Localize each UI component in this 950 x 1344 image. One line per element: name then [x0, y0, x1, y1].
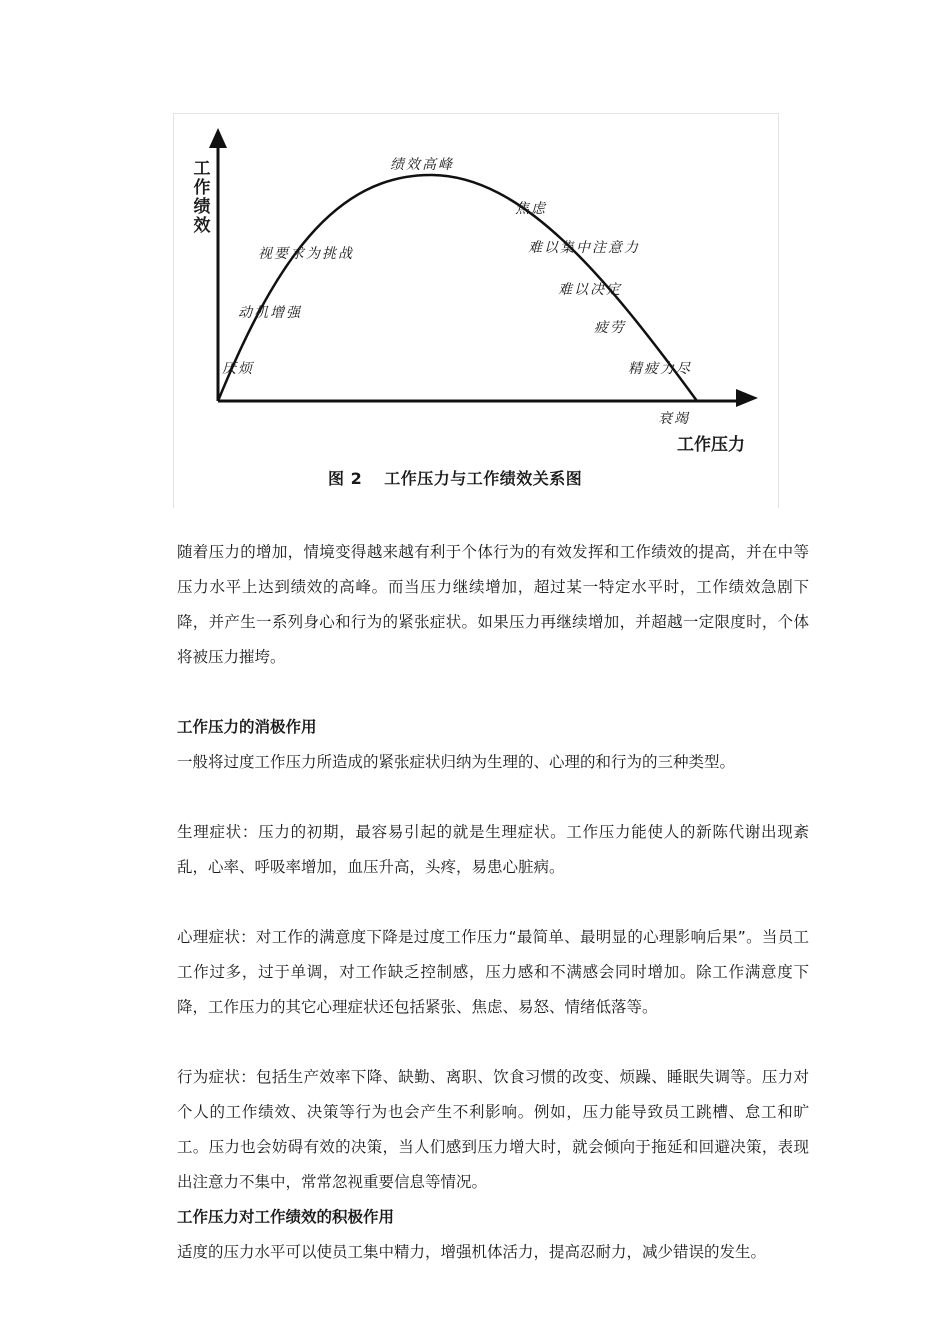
label-exhaustion: 精疲力尽 [628, 361, 692, 377]
paragraph-behavioral: 行为症状：包括生产效率下降、缺勤、离职、饮食习惯的改变、烦躁、睡眠失调等。压力对个人的工作绩效、决策等行为也会产生不利影响。例如，压力能导致员工跳槽、怠工和旷工。压力也会妨碍有效的决策，当人们感到压力增大时，就会倾向于拖延和回避决策，表现出注意力不集中，常常忽视重要信息等情况。 [177, 1068, 809, 1191]
x-axis-label: 工作压力 [677, 435, 745, 455]
label-anxiety: 焦虑 [515, 201, 547, 217]
figure-caption [328, 466, 582, 489]
label-fatigue: 疲劳 [594, 320, 626, 336]
label-concentration: 难以集中注意力 [528, 240, 640, 256]
y-axis-label-char: 效 [193, 216, 211, 236]
x-axis-arrow [736, 389, 758, 407]
label-motivation: 动机增强 [238, 305, 302, 321]
pressure-performance-figure [173, 113, 779, 508]
y-axis-label-char: 作 [193, 178, 211, 198]
heading-positive-effects: 工作压力对工作绩效的积极作用 [177, 1208, 395, 1226]
paragraph-physiological: 生理症状：压力的初期，最容易引起的就是生理症状。工作压力能使人的新陈代谢出现紊乱，心率、呼吸率增加，血压升高，头疼，易患心脏病。 [177, 823, 809, 876]
paragraph-intro: 随着压力的增加，情境变得越来越有利于个体行为的有效发挥和工作绩效的提高，并在中等压力水平上达到绩效的高峰。而当压力继续增加，超过某一特定水平时，工作绩效急剧下降，并产生一系列身心和行为的紧张症状。如果压力再继续增加，并超越一定限度时，个体将被压力摧垮。 [177, 543, 809, 666]
label-decision: 难以决定 [558, 282, 622, 298]
paragraph-psychological: 心理症状：对工作的满意度下降是过度工作压力“最简单、最明显的心理影响后果”。当员工工作过多，过于单调，对工作缺乏控制感，压力感和不满感会同时增加。除工作满意度下降，工作压力的其它心理症状还包括紧张、焦虑、易怒、情绪低落等。 [177, 928, 809, 1016]
y-axis-label [192, 160, 212, 236]
y-axis-label-char: 工 [193, 159, 211, 179]
label-collapse: 衰竭 [658, 411, 690, 427]
heading-negative-effects: 工作压力的消极作用 [177, 718, 317, 736]
y-axis-arrow [209, 128, 227, 148]
performance-curve [218, 175, 697, 401]
article-body [177, 535, 809, 1270]
caption-number: 图 2 [328, 469, 363, 488]
y-axis-label-char: 绩 [193, 197, 211, 217]
label-peak: 绩效高峰 [390, 157, 454, 173]
caption-title: 工作压力与工作绩效关系图 [384, 469, 583, 488]
label-challenge: 视要求为挑战 [258, 246, 354, 262]
paragraph-symptom-types: 一般将过度工作压力所造成的紧张症状归纳为生理的、心理的和行为的三种类型。 [177, 753, 736, 771]
paragraph-positive: 适度的压力水平可以使员工集中精力，增强机体活力，提高忍耐力，减少错误的发生。 [177, 1243, 767, 1261]
label-boredom: 厌烦 [222, 361, 254, 377]
